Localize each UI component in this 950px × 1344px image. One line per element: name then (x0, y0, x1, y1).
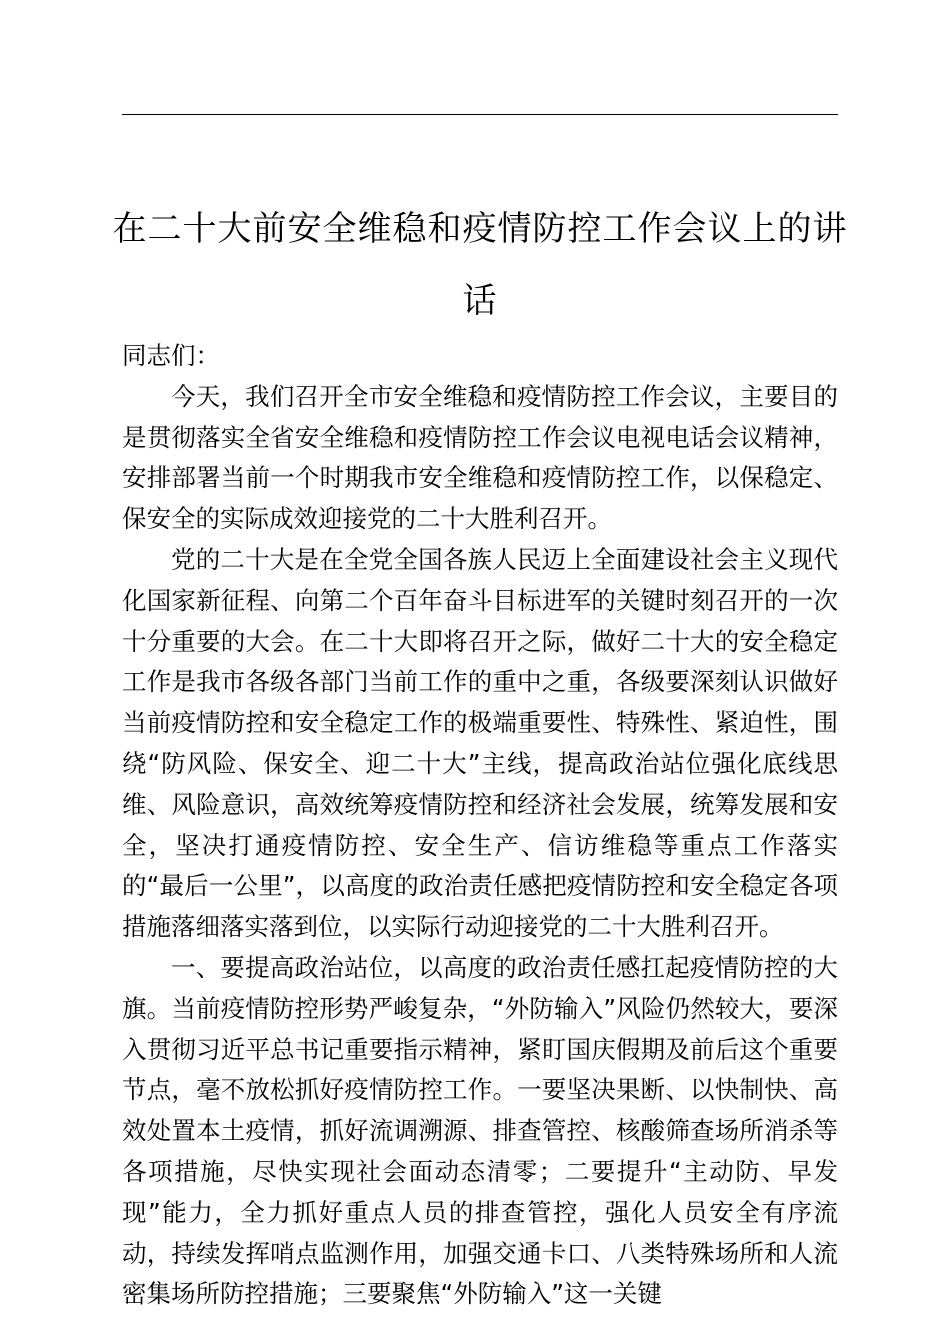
paragraph-section-one: 一、要提高政治站位，以高度的政治责任感扛起疫情防控的大旗。当前疫情防控形势严峻复杂，“外防输入”风险仍然较大，要深入贯彻习近平总书记重要指示精神，紧盯国庆假期及前后这个重要节点，毫不放松抓好疫情防控工作。一要坚决果断、以快制快、高效处置本土疫情，抓好流调溯源、排查管控、核酸筛查场所消杀等各项措施，尽快实现社会面动态清零；二要提升“主动防、早发现”能力，全力抓好重点人员的排查管控，强化人员安全有序流动，持续发挥哨点监测作用，加强交通卡口、八类特殊场所和人流密集场所防控措施；三要聚焦“外防输入”这一关键 (122, 952, 838, 1309)
paragraph-intro: 今天，我们召开全市安全维稳和疫情防控工作会议，主要目的是贯彻落实全省安全维稳和疫情防控工作会议电视电话会议精神，安排部署当前一个时期我市安全维稳和疫情防控工作，以保稳定、保安全的实际成效迎接党的二十大胜利召开。 (122, 381, 838, 534)
paragraph-background: 党的二十大是在全党全国各族人民迈上全面建设社会主义现代化国家新征程、向第二个百年奋斗目标进军的关键时刻召开的一次十分重要的大会。在二十大即将召开之际，做好二十大的安全稳定工作是我市各级各部门当前工作的重中之重，各级要深刻认识做好当前疫情防控和安全稳定工作的极端重要性、特殊性、紧迫性，围绕“防风险、保安全、迎二十大”主线，提高政治站位强化底线思维、风险意识，高效统筹疫情防控和经济社会发展，统筹发展和安全，坚决打通疫情防控、安全生产、信访维稳等重点工作落实的“最后一公里”，以高度的政治责任感把疫情防控和安全稳定各项措施落细落实落到位，以实际行动迎接党的二十大胜利召开。 (122, 544, 838, 942)
salutation: 同志们： (122, 341, 220, 370)
header-rule (122, 114, 838, 115)
document-body (122, 336, 838, 1315)
document-title: 在二十大前安全维稳和疫情防控工作会议上的讲话 (112, 208, 848, 321)
